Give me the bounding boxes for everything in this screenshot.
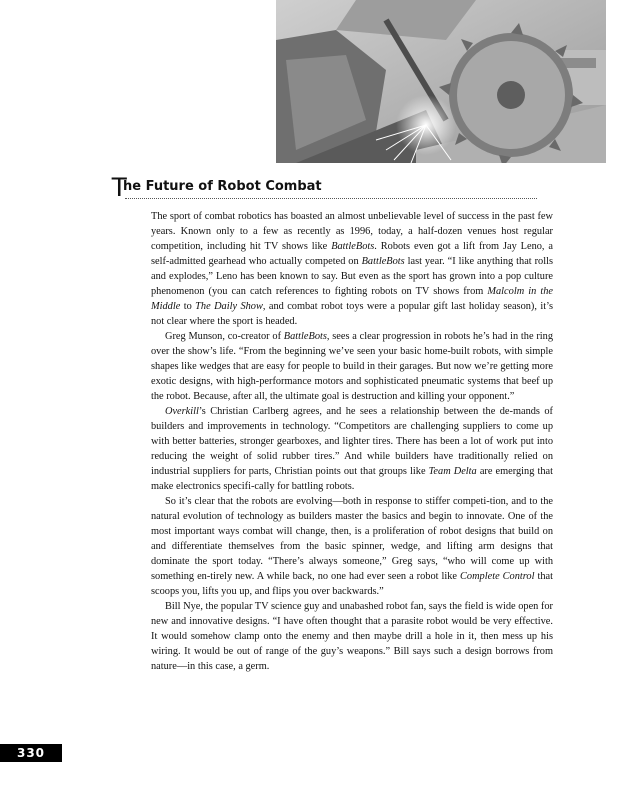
article-body xyxy=(151,209,553,674)
italic-title: BattleBots xyxy=(361,256,405,267)
text-run: that scoops you, lifts you up, and flips you over backwards.” xyxy=(151,571,553,597)
text-run: to xyxy=(180,301,196,312)
page-number: 330 xyxy=(0,744,62,762)
paragraph xyxy=(151,404,553,494)
text-run: last year. “I like anything that rolls and explodes,” Leno has been known to say. But even as the sport has grown into a pop culture phenomenon (you can catch references to fighting robots on TV shows from xyxy=(151,256,553,297)
paragraph xyxy=(151,599,553,674)
text-run: , sees a clear progression in robots he’s had in the ring over the show’s life. “From the beginning we’ve seen your basic home-built robots, with simple shapes like wedges that are easy for people to build in their garages. But now we’re getting more exotic designs, with high-performance motors and sophisticated pneumatic systems that beef up the robot. Because, after all, the ultimate goal is destruction and killing your opponent.” xyxy=(151,331,553,402)
italic-title: The Daily Show xyxy=(195,301,263,312)
heading-title: he Future of Robot Combat xyxy=(123,179,322,194)
heading-rule xyxy=(125,198,537,199)
text-run: Greg Munson, co-creator of xyxy=(165,331,284,342)
text-run: So it’s clear that the robots are evolving—both in response to stiffer competi-tion, and to the natural evolution of technology as builders master the basics and begin to innovate. One of the most important ways combat will change, then, is a proliferation of robot designs that build on and differentiate themselves from the basic spinner, wedge, and lifting arm designs that dominate the sport today. “There’s always someone,” Greg says, “who will come up with something en-tirely new. A while back, no one had ever seen a robot like xyxy=(151,496,553,582)
italic-title: Malcolm in the Middle xyxy=(151,286,553,312)
robot-combat-photo xyxy=(276,0,606,163)
paragraph xyxy=(151,494,553,599)
heading-dropcap: T xyxy=(111,172,128,202)
paragraph xyxy=(151,329,553,404)
italic-title: BattleBots xyxy=(283,331,327,342)
text-run: , and combat robot toys were a popular gift last holiday season), it’s not clear where the sport is headed. xyxy=(151,301,553,327)
italic-title: Team Delta xyxy=(428,466,477,477)
text-run: . Robots even got a lift from Jay Leno, a self-admitted gearhead who actually competed on xyxy=(151,241,554,267)
text-run: The sport of combat robotics has boasted an almost unbelievable level of success in the past few years. Known only to a few as recently as 1996, today, a half-dozen venues host regular competition, including hit TV shows like xyxy=(151,211,553,252)
text-run: ’s Christian Carlberg agrees, and he sees a relationship between the de-mands of builders and improvements in technology. “Competitors are challenging suppliers to come up with better batteries, stronger gearboxes, and lighter tires. There has been a lot of work put into reducing the weight of solid rubber tires.” And while builders have traditionally relied on industrial suppliers for parts, Christian points out that groups like xyxy=(151,406,553,477)
italic-title: Complete Control xyxy=(460,571,535,582)
italic-title: Overkill xyxy=(165,406,199,417)
section-heading xyxy=(111,174,531,202)
italic-title: BattleBots xyxy=(331,241,375,252)
paragraph xyxy=(151,209,553,329)
text-run: Bill Nye, the popular TV science guy and unabashed robot fan, says the field is wide open for new and innovative designs. “I have often thought that a parasite robot would be very effective. It would somehow clamp onto the enemy and then maybe drill a hole in it, then mess up his wiring. It would be out of range of the guy’s weapons.” Bill says such a design borrows from nature—in this case, a germ. xyxy=(151,601,553,672)
text-run: are emerging that make electronics specifi-cally for battling robots. xyxy=(151,466,553,492)
